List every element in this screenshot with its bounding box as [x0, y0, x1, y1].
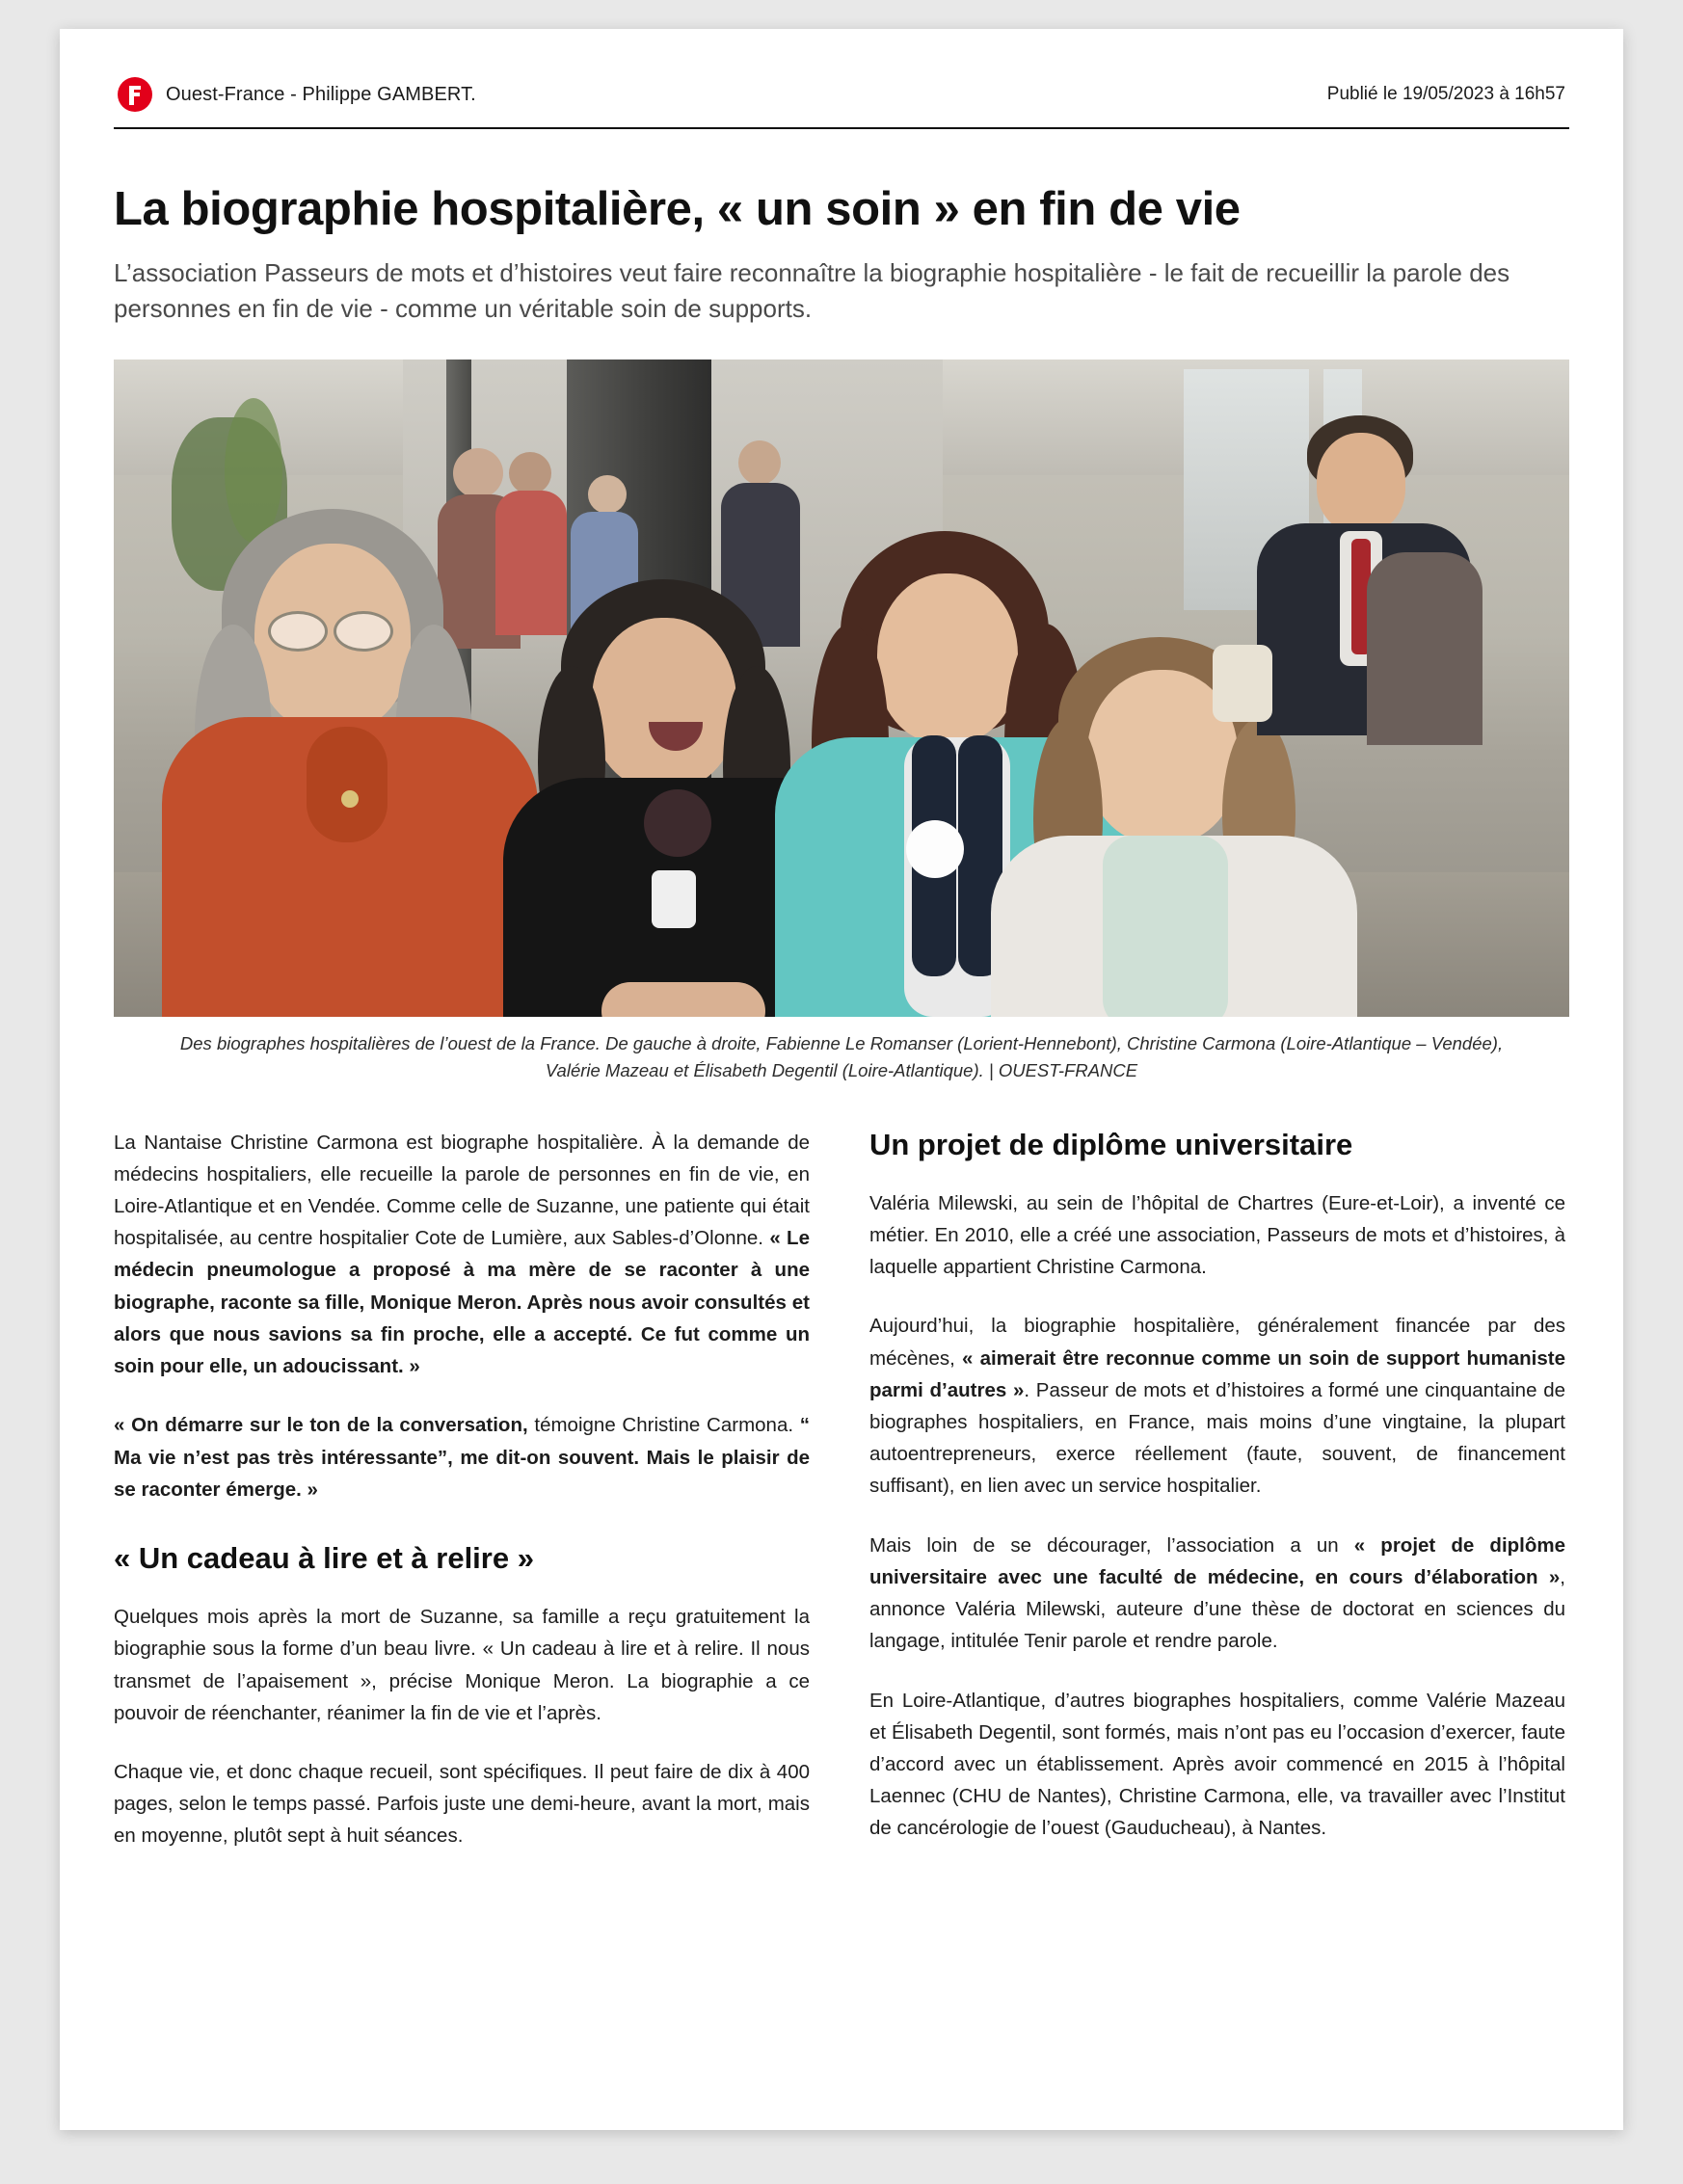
- standfirst: L’association Passeurs de mots et d’histoires veut faire reconnaître la biographie hospitalière - le fait de recueillir la parole des personnes en fin de vie - comme un véritable soin de supports.: [114, 258, 1510, 324]
- paragraph-text: Mais loin de se décourager, l’association a un: [869, 1533, 1354, 1557]
- paragraph-emphasis: « projet de diplôme universitaire avec une faculté de médecine, en cours d’élaboration »: [869, 1533, 1566, 1588]
- right-column: [869, 1127, 1565, 1852]
- paragraph: Quelques mois après la mort de Suzanne, sa famille a reçu gratuitement la biographie sous la forme d’un beau livre. « Un cadeau à lire et à relire. Il nous transmet de l’apaisement », précise Monique Meron. La biographie a ce pouvoir de réenchanter, réanimer la fin de vie et l’après.: [114, 1606, 810, 1724]
- paragraph: Valéria Milewski, au sein de l’hôpital de Chartres (Eure-et-Loir), a inventé ce métier. En 2010, elle a créé une association, Passeurs de mots et d’histoires, à laquelle appartient Christine Carmona.: [869, 1191, 1565, 1279]
- paragraph-text: Aujourd’hui, la biographie hospitalière, généralement financée par des mécènes,: [869, 1315, 1565, 1370]
- publish-date: Publié le 19/05/2023 à 16h57: [1326, 84, 1565, 104]
- paragraph-emphasis: « aimerait être reconnue comme un soin de support humaniste parmi d’autres »: [869, 1346, 1565, 1401]
- byline: Ouest-France - Philippe GAMBERT.: [166, 83, 476, 105]
- paragraph: [869, 1530, 1565, 1658]
- paragraph: Chaque vie, et donc chaque recueil, sont spécifiques. Il peut faire de dix à 400 pages, selon le temps passé. Parfois juste une demi-heure, avant la mort, mais en moyenne, plutôt sept à huit séances.: [114, 1760, 810, 1848]
- article-page: [60, 29, 1623, 2130]
- masthead-left: [118, 77, 476, 112]
- paragraph-emphasis: « On démarre sur le ton de la conversation,: [114, 1414, 528, 1437]
- article-photo: [114, 360, 1569, 1017]
- section-heading: « Un cadeau à lire et à relire »: [114, 1540, 534, 1575]
- paragraph-text: témoigne Christine Carmona.: [527, 1414, 800, 1437]
- article-figure: [114, 360, 1569, 1084]
- figure-caption: Des biographes hospitalières de l’ouest de la France. De gauche à droite, Fabienne Le Romanser (Lorient-Hennebont), Christine Carmona (Loire-Atlantique – Vendée), Valérie Mazeau et Élisabeth Degentil (Loire-Atlantique). | OUEST-FRANCE: [179, 1033, 1504, 1080]
- ouest-france-logo-icon: [118, 77, 152, 112]
- paragraph-emphasis: “ Ma vie n’est pas très intéressante”, me dit-on souvent. Mais le plaisir de se raconter émerge. »: [114, 1414, 811, 1501]
- paragraph: En Loire-Atlantique, d’autres biographes hospitaliers, comme Valérie Mazeau et Élisabeth Degentil, sont formés, mais n’ont pas eu l’occasion d’exercer, faute d’accord avec un établissement. Après avoir commencé en 2015 à l’hôpital Laennec (CHU de Nantes), Christine Carmona, elle, va travailler avec l’Institut de cancérologie de l’ouest (Gauducheau), à Nantes.: [869, 1689, 1565, 1840]
- masthead: [114, 67, 1569, 129]
- paragraph-text: , annonce Valéria Milewski, auteure d’une thèse de doctorat en sciences du langage, intitulée Tenir parole et rendre parole.: [869, 1565, 1565, 1653]
- left-column: [114, 1127, 810, 1852]
- page-title: La biographie hospitalière, « un soin » en fin de vie: [114, 183, 1241, 235]
- paragraph-text: . Passeur de mots et d’histoires a formé une cinquantaine de biographes hospitaliers, en France, mais moins d’une vingtaine, la plupart autoentrepreneurs, exerce réellement (faute, souvent, de financement suffisant), en lien avec un service hospitalier.: [869, 1378, 1565, 1498]
- section-heading: Un projet de diplôme universitaire: [869, 1127, 1353, 1161]
- paragraph: [869, 1310, 1565, 1502]
- article-body: [114, 1127, 1569, 1852]
- photo-scene: [114, 360, 1569, 1017]
- paragraph-text: La Nantaise Christine Carmona est biographe hospitalière. À la demande de médecins hospitaliers, elle recueille la parole de personnes en fin de vie, en Loire-Atlantique et en Vendée. Comme celle de Suzanne, une patiente qui était hospitalisée, au centre hospitalier Cote de Lumière, aux Sables-d’Olonne.: [114, 1131, 810, 1250]
- paragraph: [114, 1409, 810, 1505]
- paragraph-emphasis: « Le médecin pneumologue a proposé à ma mère de se raconter à une biographe, raconte sa fille, Monique Meron. Après nous avoir consultés et alors que nous savions sa fin proche, elle a accepté. Ce fut comme un soin pour elle, un adoucissant. »: [114, 1227, 810, 1378]
- paragraph: [114, 1127, 810, 1383]
